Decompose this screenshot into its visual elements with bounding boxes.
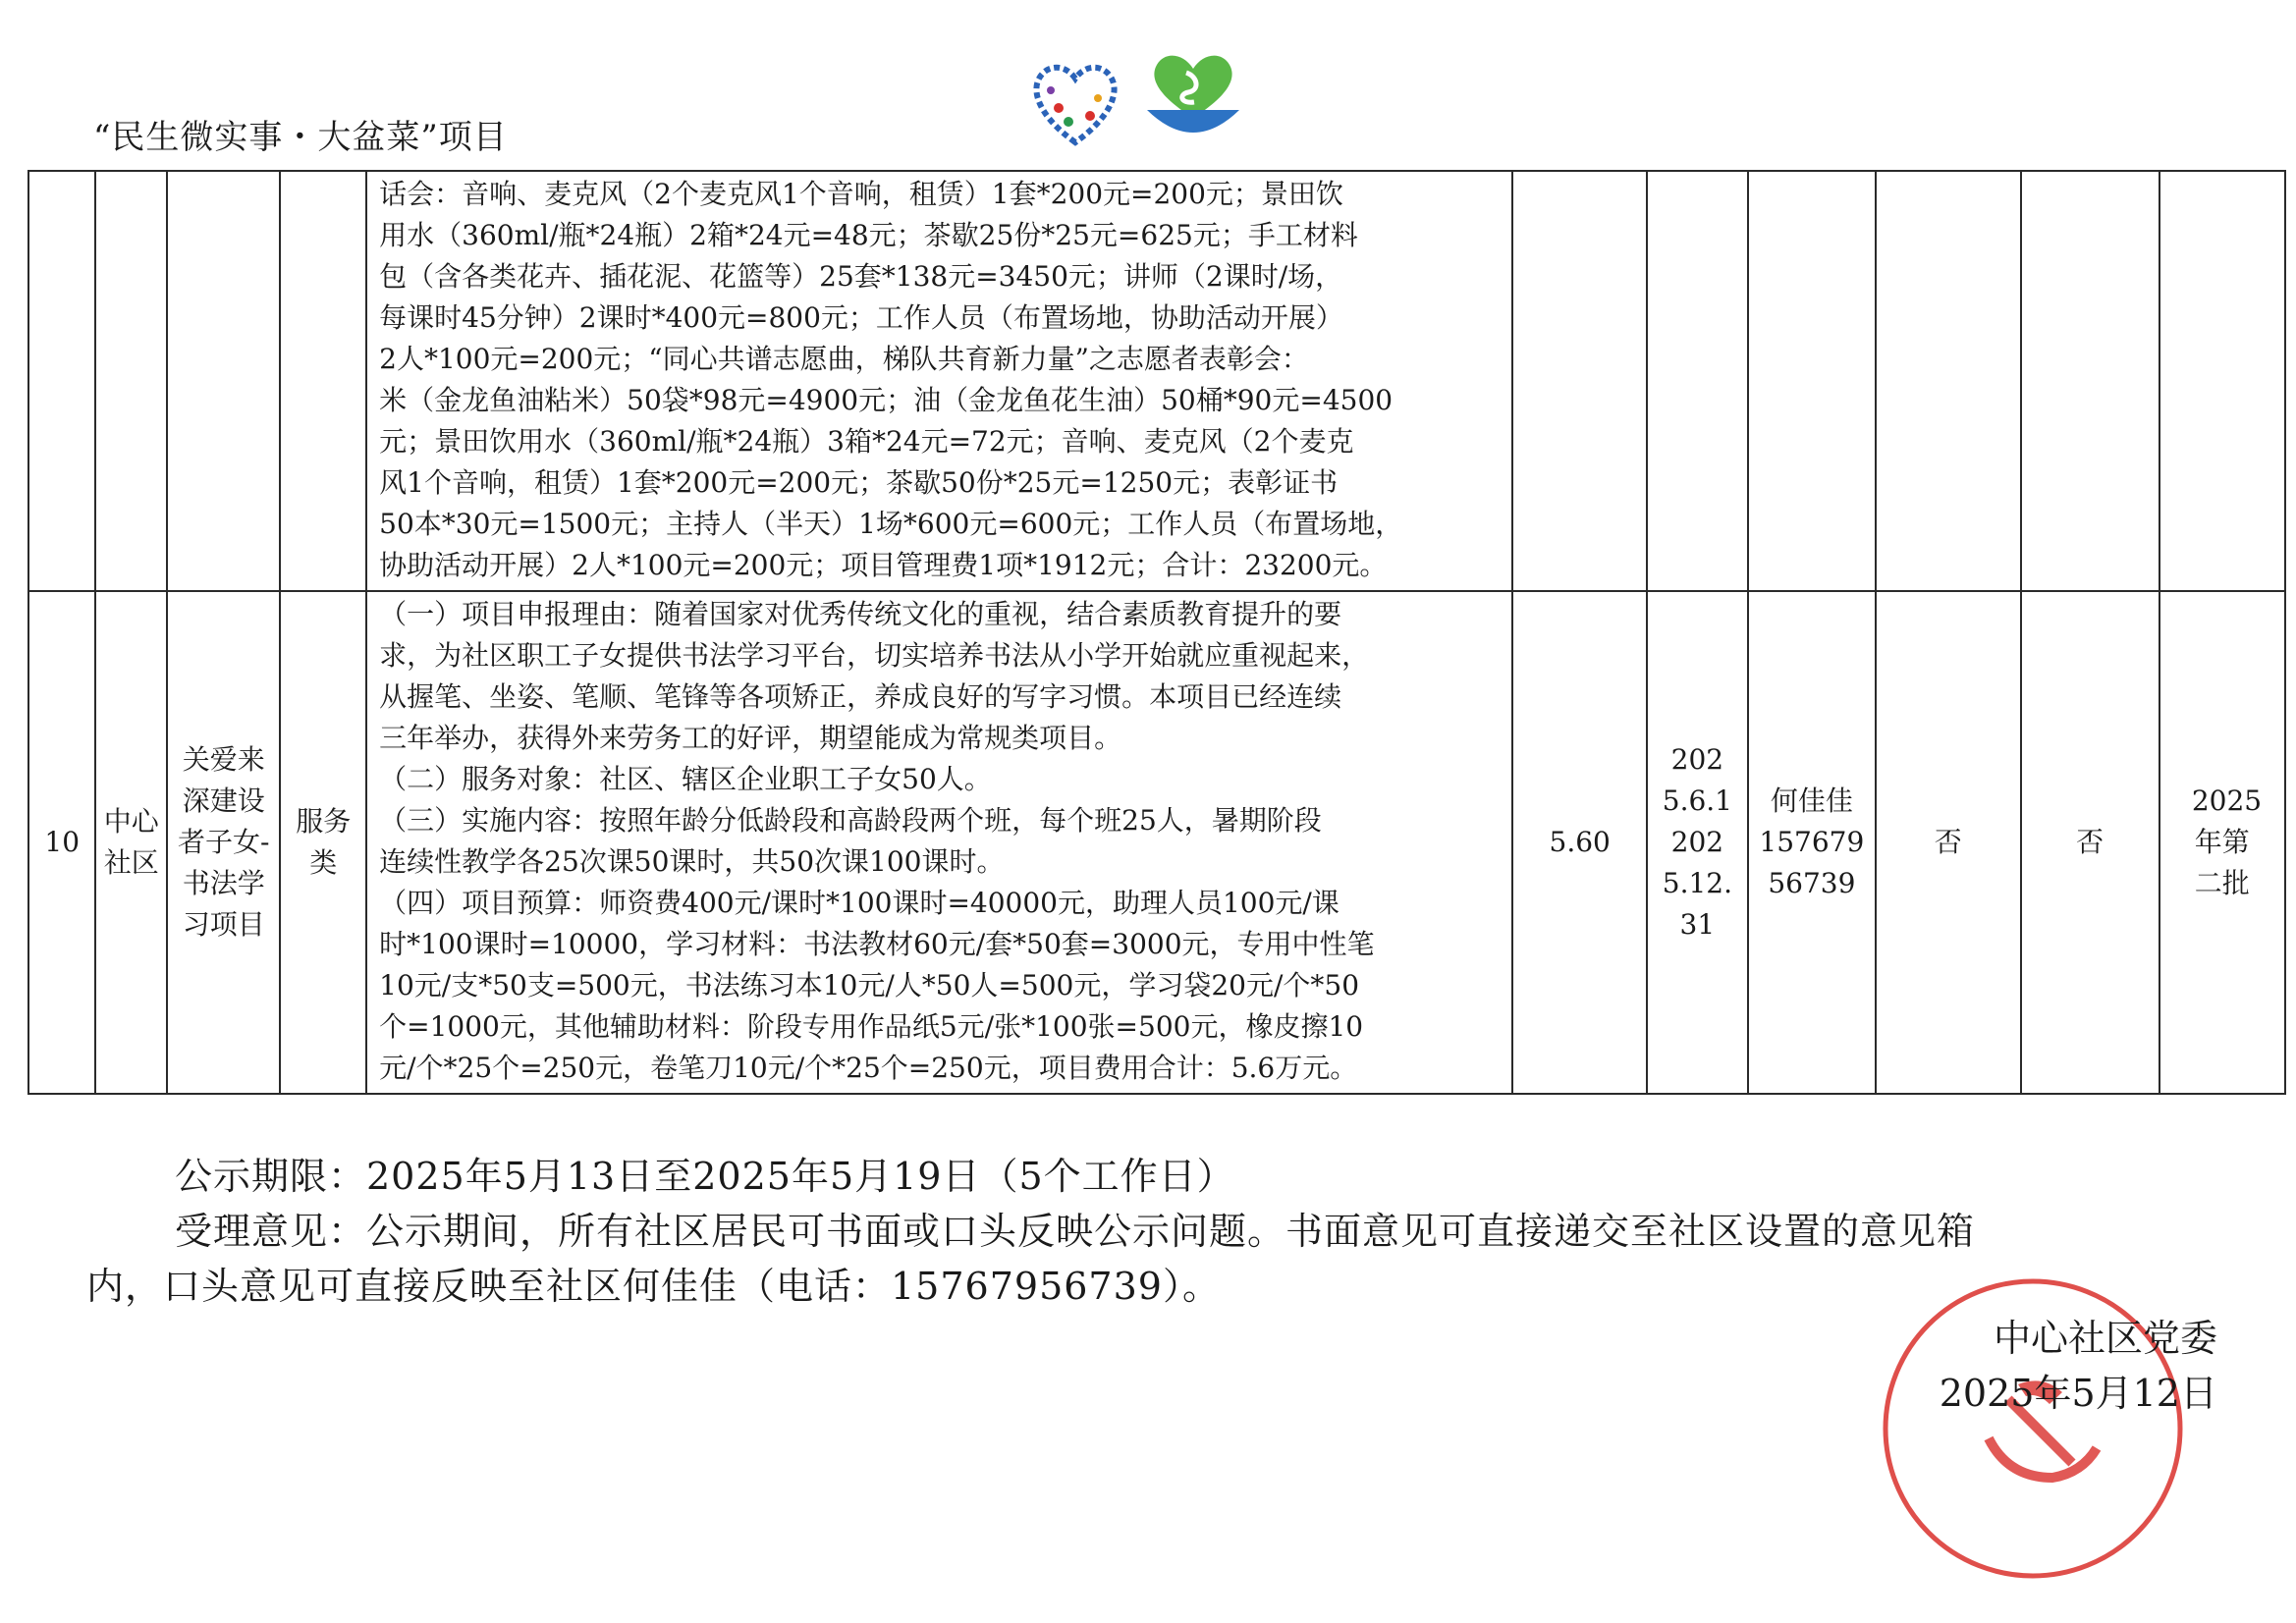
desc-line: （二）服务对象：社区、辖区企业职工子女50人。 — [379, 763, 992, 795]
desc-line: 米（金龙鱼油粘米）50袋*98元=4900元；油（金龙鱼花生油）50桶*90元=4500 — [379, 384, 1394, 416]
heart-party-logo-icon — [1036, 68, 1114, 142]
notice-opinion-line-1: 受理意见：公示期间，所有社区居民可书面或口头反映公示问题。书面意见可直接递交至社区设置的意见箱 — [175, 1210, 1976, 1253]
signature-block — [1940, 1311, 2217, 1421]
desc-line: （一）项目申报理由：随着国家对优秀传统文化的重视，结合素质教育提升的要 — [379, 598, 1342, 630]
cell-description — [366, 591, 1512, 1094]
contact-phone: 157679 — [1759, 826, 1865, 858]
cell-amount: 5.60 — [1512, 591, 1647, 1094]
cell-col-a — [1876, 171, 2020, 591]
cell-contact — [1748, 171, 1876, 591]
desc-line: 50本*30元=1500元；主持人（半天）1场*600元=600元；工作人员（布置场地， — [379, 508, 1403, 540]
cell-col-b — [2021, 171, 2159, 591]
signer-name: 中心社区党委 — [1993, 1317, 2217, 1360]
desc-line: 10元/支*50支=500元，书法练习本10元/人*50人=500元，学习袋20元/个*50 — [379, 969, 1360, 1001]
cell-period — [1647, 171, 1748, 591]
cell-description — [366, 171, 1512, 591]
desc-line: 话会：音响、麦克风（2个麦克风1个音响，租赁）1套*200元=200元；景田饮 — [379, 178, 1343, 210]
project-name: 关爱来深建设者子女-书法学习项目 — [178, 743, 270, 941]
notice-opinion-line-2: 内，口头意见可直接反映至社区何佳佳（电话：15767956739）。 — [86, 1265, 1221, 1308]
community-name: 中心社区 — [103, 805, 159, 879]
cell-no — [28, 171, 95, 591]
desc-line: 个=1000元，其他辅助材料：阶段专用作品纸5元/张*100张=500元，橡皮擦10 — [379, 1010, 1364, 1043]
desc-line: 元；景田饮用水（360ml/瓶*24瓶）3箱*24元=72元；音响、麦克风（2个麦克 — [379, 425, 1354, 458]
desc-line: 连续性教学各25次课50课时，共50次课100课时。 — [379, 845, 1005, 878]
period-start: 2025.6.1 — [1662, 743, 1732, 817]
cell-batch — [2159, 591, 2285, 1094]
batch-label: 2025年第二批 — [2191, 784, 2263, 899]
desc-line: 从握笔、坐姿、笔顺、笔锋等各项矫正，养成良好的写字习惯。本项目已经连续 — [379, 680, 1342, 713]
cell-category: 服务类 — [280, 591, 366, 1094]
desc-line: 时*100课时=10000，学习材料：书法教材60元/套*50套=3000元，专用中性笔 — [379, 928, 1375, 960]
cell-community — [95, 591, 167, 1094]
page-title: “民生微实事・大盆菜”项目 — [93, 118, 508, 157]
desc-line: 求，为社区职工子女提供书法学习平台，切实培养书法从小学开始就应重视起来， — [379, 639, 1370, 672]
desc-line: 2人*100元=200元；“同心共谱志愿曲，梯队共育新力量”之志愿者表彰会： — [379, 343, 1309, 375]
desc-line: （四）项目预算：师资费400元/课时*100课时=40000元，助理人员100元/课 — [379, 887, 1339, 919]
cell-col-b: 否 — [2021, 591, 2159, 1094]
desc-line: 元/个*25个=250元，卷笔刀10元/个*25个=250元，项目费用合计：5.6万元。 — [379, 1052, 1358, 1084]
desc-line: （三）实施内容：按照年龄分低龄段和高龄段两个班，每个班25人，暑期阶段 — [379, 804, 1322, 837]
contact-phone: 56739 — [1768, 867, 1856, 899]
cell-amount — [1512, 171, 1647, 591]
project-table — [27, 170, 2286, 1095]
cell-category — [280, 171, 366, 591]
desc-line: 用水（360ml/瓶*24瓶）2箱*24元=48元；茶歇25份*25元=625元；手工材料 — [379, 219, 1358, 251]
period-end: 2025.12.31 — [1662, 826, 1732, 941]
desc-line: 风1个音响，租赁）1套*200元=200元；茶歇50份*25元=1250元；表彰证书 — [379, 466, 1339, 499]
desc-line: 包（含各类花卉、插花泥、花篮等）25套*138元=3450元；讲师（2课时/场， — [379, 260, 1343, 293]
cell-batch — [2159, 171, 2285, 591]
desc-line: 每课时45分钟）2课时*400元=800元；工作人员（布置场地，协助活动开展） — [379, 301, 1343, 334]
table-row-continuation — [28, 171, 2285, 591]
cell-project-name — [167, 171, 280, 591]
header-logos — [1021, 39, 1257, 157]
sign-date: 2025年5月12日 — [1939, 1372, 2217, 1415]
cell-col-a: 否 — [1876, 591, 2020, 1094]
table-row-10 — [28, 591, 2285, 1094]
desc-line: 三年举办，获得外来劳务工的好评，期望能成为常规类项目。 — [379, 722, 1122, 754]
cell-no: 10 — [28, 591, 95, 1094]
notice-period: 公示期限：2025年5月13日至2025年5月19日（5个工作日） — [175, 1155, 1235, 1198]
desc-line: 协助活动开展）2人*100元=200元；项目管理费1项*1912元；合计：23200元。 — [379, 549, 1388, 581]
contact-name: 何佳佳 — [1770, 784, 1853, 817]
cell-contact — [1748, 591, 1876, 1094]
cell-project-name — [167, 591, 280, 1094]
cell-community — [95, 171, 167, 591]
heart-bowl-logo-icon — [1139, 44, 1247, 152]
cell-period — [1647, 591, 1748, 1094]
